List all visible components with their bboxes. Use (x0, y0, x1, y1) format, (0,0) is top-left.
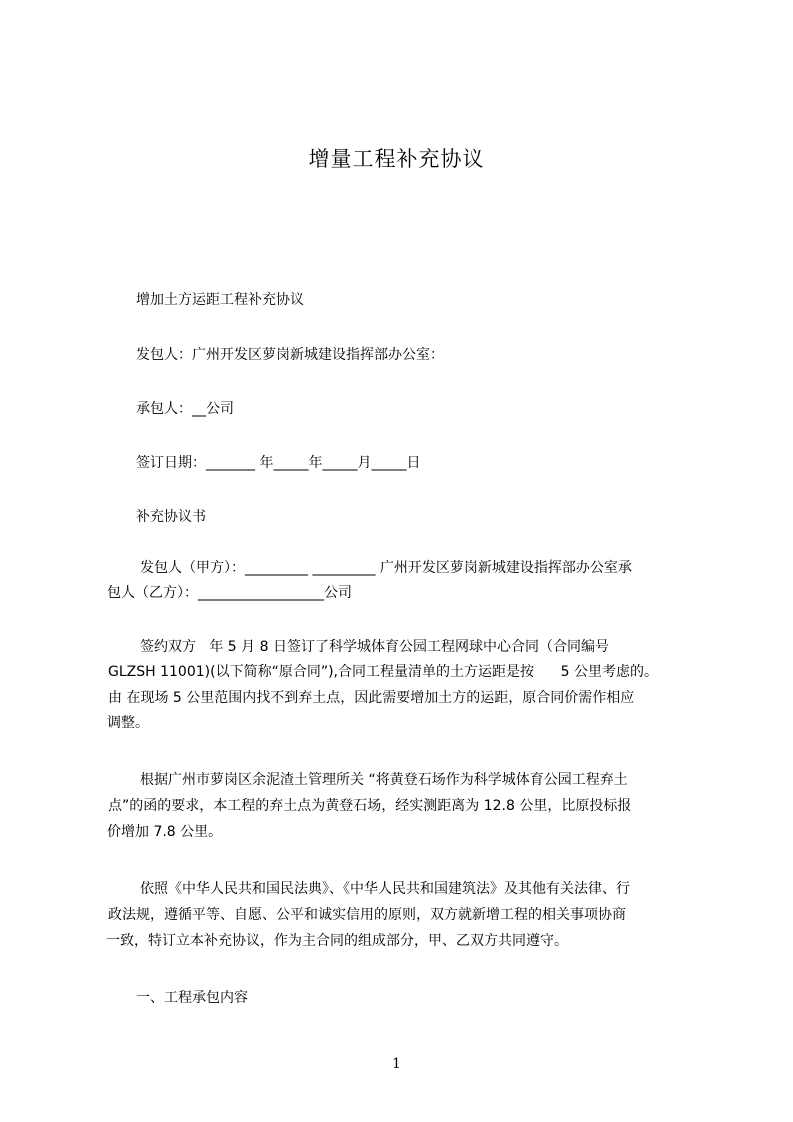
agreement-heading: 补充协议书 (136, 509, 206, 525)
sign-date-line: 签订日期：_______ 年_____年_____月_____日 (136, 455, 421, 471)
party-a-line: 发包人：广州开发区萝岗新城建设指挥部办公室： (136, 347, 444, 363)
paragraph-1-line-1: 签约双方 年 5 月 8 日签订了科学城体育公园工程网球中心合同（合同编号 (140, 639, 609, 655)
party-b-full-line: 包人（乙方）：__________________公司 (107, 585, 352, 601)
paragraph-3-line-2: 政法规，遵循平等、自愿、公平和诚实信用的原则，双方就新增工程的相关事项协商 (108, 907, 626, 923)
paragraph-2-line-3: 价增加 7.8 公里。 (107, 824, 223, 840)
party-b-line: 承包人：__公司 (136, 401, 234, 417)
paragraph-2-line-2: 点”的函的要求，本工程的弃土点为黄登石场，经实测距离为 12.8 公里，比原投标报 (108, 798, 632, 814)
paragraph-3-line-3: 一致，特订立本补充协议，作为主合同的组成部分，甲、乙双方共同遵守。 (106, 933, 568, 949)
paragraph-1-line-2: GLZSH 11001)(以下简称“原合同”),合同工程量清单的土方运距是按 5 公里考虑的。 (108, 664, 659, 680)
paragraph-3-line-1: 依照《中华人民共和国民法典》、《中华人民共和国建筑法》及其他有关法律、行 (140, 881, 630, 897)
paragraph-2-line-1: 根据广州市萝岗区余泥渣土管理所关 “将黄登石场作为科学城体育公园工程弃土 (140, 772, 628, 788)
party-a-full-line: 发包人（甲方）：_________ _________ 广州开发区萝岗新城建设指挥部办公室承 (140, 560, 632, 576)
paragraph-1-line-3: 由 在现场 5 公里范围内找不到弃土点，因此需要增加土方的运距，原合同价需作相应 (108, 690, 635, 706)
document-title: 增量工程补充协议 (308, 147, 485, 171)
section-heading-1: 一、工程承包内容 (136, 990, 248, 1006)
page-number: 1 (392, 1056, 401, 1072)
subtitle: 增加土方运距工程补充协议 (136, 292, 304, 308)
paragraph-1-line-4: 调整。 (107, 715, 149, 731)
